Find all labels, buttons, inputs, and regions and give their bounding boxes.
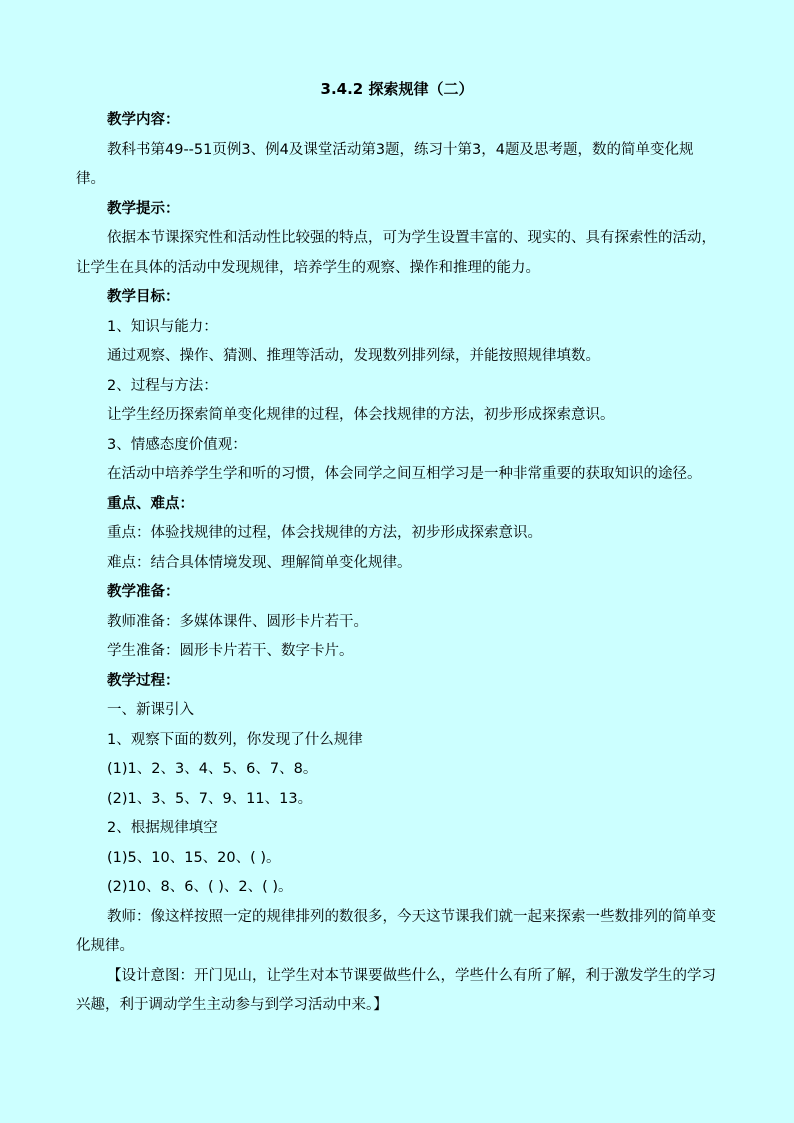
question1-b: (2)1、3、5、7、9、11、13。 (107, 790, 313, 807)
content-heading: 教学内容： (107, 112, 180, 128)
teacher-prep: 教师准备：多媒体课件、圆形卡片若干。 (107, 613, 368, 630)
tips-heading: 教学提示： (107, 200, 180, 217)
teacher-text: 教师：像这样按照一定的规律排列的数很多，今天这节课我们就一起来探索一些数排列的简单变化规律。 (76, 908, 716, 954)
design-intent-text: 【设计意图：开门见山，让学生对本节课要做些什么，学些什么有所了解，利于激发学生的学习兴趣，利于调动学生主动参与到学习活动中来。】 (76, 967, 716, 1013)
document-title: 3.4.2 探索规律（二） (320, 80, 474, 98)
tips-text: 依据本节课探究性和活动性比较强的特点，可为学生设置丰富的、现实的、具有探索性的活动，让学生在具体的活动中发现规律，培养学生的观察、操作和推理的能力。 (76, 230, 716, 276)
question2-title: 2、根据规律填空 (107, 820, 218, 836)
question1-title: 1、观察下面的数列，你发现了什么规律 (107, 731, 363, 748)
goal1-label: 1、知识与能力： (107, 318, 218, 335)
process-heading: 教学过程： (107, 672, 180, 689)
question2-b: (2)10、8、6、( )、2、( )。 (107, 879, 293, 895)
goals-heading: 教学目标： (107, 289, 180, 305)
keypoints-heading: 重点、难点： (107, 495, 194, 512)
content-text: 教科书第49--51页例3、例4及课堂活动第3题，练习十第3，4题及思考题，数的简单变化规律。 (76, 141, 694, 187)
part1-title: 一、新课引入 (107, 702, 194, 718)
goal2-label: 2、过程与方法： (107, 377, 218, 394)
difficulty-text: 难点：结合具体情境发现、理解简单变化规律。 (107, 554, 412, 571)
question2-a: (1)5、10、15、20、( )。 (107, 849, 281, 866)
question1-a: (1)1、2、3、4、5、6、7、8。 (107, 761, 318, 777)
goal3-text: 在活动中培养学生学和听的习惯，体会同学之间互相学习是一种非常重要的获取知识的途径。 (107, 466, 702, 482)
goal2-text: 让学生经历探索简单变化规律的过程，体会找规律的方法，初步形成探索意识。 (107, 407, 615, 423)
keypoint-text: 重点：体验找规律的过程，体会找规律的方法，初步形成探索意识。 (107, 525, 542, 541)
student-prep: 学生准备：圆形卡片若干、数字卡片。 (107, 643, 354, 659)
goal1-text: 通过观察、操作、猜测、推理等活动，发现数列排列绿，并能按照规律填数。 (107, 348, 600, 364)
goal3-label: 3、情感态度价值观： (107, 436, 247, 453)
prep-heading: 教学准备： (107, 584, 180, 600)
